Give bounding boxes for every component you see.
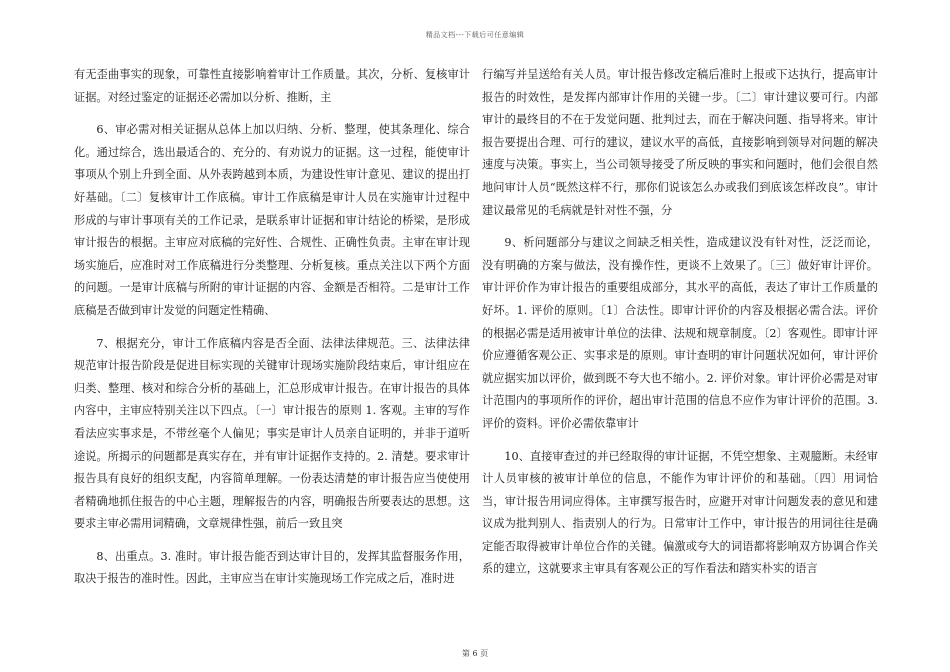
right-column bbox=[482, 64, 878, 591]
page-number: 第 6 页 bbox=[461, 649, 489, 658]
left-column bbox=[74, 64, 470, 601]
paragraph: 7、根据充分，审计工作底稿内容是否全面、法律法律规范。三、法律法律规范审计报告阶段是促进目标实现的关键审计现场实施阶段结束后，审计组应在归类、整理、核对和综合分析的基础上，汇总形成审计报告。在审计报告的具体内容中，主审应特别关注以下四点。〔一〕审计报告的原则 1. 客观。主审的写作看法应实事求是，不带丝毫个人偏见；事实是审计人员亲自证明的，并非于道听途说。所揭示的问题都是真实存在，并有审计证据作支持的。2. 清楚。要求审计报告具有良好的组织支配，内容简单理解。一份表达清楚的审计报告应当使使用者精确地抓住报告的中心主题，理解报告的内容，明确报告所要表达的思想。这要求主审必需用词精确，文章规律性强，前后一致且突 bbox=[74, 336, 470, 531]
paragraph: 8、出重点。3. 准时。审计报告能否到达审计目的，发挥其监督服务作用，取决于报告的准时性。因此，主审应当在审计实施现场工作完成之后，准时进 bbox=[74, 549, 470, 586]
paragraph: 6、审必需对相关证据从总体上加以归纳、分析、整理，使其条理化、综合化。通过综合，选出最适合的、充分的、有劝说力的证据。这一过程，能使审计事项从个别上升到全面、从外表跨越到本质，为建设性审计意见、建议的提出打好基础。〔二〕复核审计工作底稿。审计工作底稿是审计人员在实施审计过程中形成的与审计事项有关的工作记录，是联系审计证据和审计结论的桥梁，是形成审计报告的根据。主审应对底稿的完好性、合规性、正确性负责。主审在审计现场实施后，应准时对工作底稿进行分类整理、分析复核。重点关注以下两个方面的问题。一是审计底稿与所附的审计证据的内容、金额是否相符。二是审计工作底稿是否做到审计发觉的问题定性精确、 bbox=[74, 123, 470, 317]
paragraph: 行编写并呈送给有关人员。审计报告修改定稿后准时上报或下达执行，提高审计报告的时效性，是发挥内部审计作用的关键一步。〔二〕审计建议要可行。内部审计的最终目的不在于发觉问题、批判过去，而在于解决问题、指导将来。审计报告要提出合理、可行的建议，建议水平的高低，直接影响到领导对问题的解决速度与决策。事实上，当公司领导接受了所反映的事实和问题时，他们会很自然地问审计人员“既然这样不行，那你们说该怎么办或我们到底该怎样改良”。审计建议最常见的毛病就是针对性不强，分 bbox=[482, 68, 878, 217]
page-header: 精品文档---下载后可任意编辑 bbox=[425, 31, 525, 39]
paragraph: 10、直接审查过的并已经取得的审计证据，不凭空想象、主观臆断。未经审计人员审核的被审计单位的信息，不能作为审计评价的和基础。〔四〕用词恰当，审计报告用词应得体。主审撰写报告时，应避开对审计问题发表的意见和建议成为批判别人、指责别人的行为。日常审计工作中，审计报告的用词往往是确定能否取得被审计单位合作的关键。偏激或夸大的词语都将影响双方协调合作关系的建立，这就要求主审具有客观公正的写作看法和踏实朴实的语言 bbox=[482, 449, 878, 576]
paragraph: 有无歪曲事实的现象，可靠性直接影响着审计工作质量。其次，分析、复核审计证据。对经过鉴定的证据还必需加以分析、推断，主 bbox=[74, 68, 470, 104]
paragraph: 9、析问题部分与建议之间缺乏相关性，造成建议没有针对性，泛泛而论，没有明确的方案与做法，没有操作性，更谈不上效果了。〔三〕做好审计评价。审计评价作为审计报告的重要组成部分，其水平的高低，表达了审计工作质量的好坏。1. 评价的原则。〔1〕合法性。即审计评价的内容及根据必需合法。评价的根据必需是适用被审计单位的法律、法规和规章制度。〔2〕客观性。即审计评价应遵循客观公正、实事求是的原则。审计查明的审计问题状况如何，审计评价就应据实加以评价，做到既不夸大也不缩小。2. 评价对象。审计评价必需是对审计范围内的事项所作的评价，超出审计范围的信息不应作为审计评价的范围。3. 评价的资料。评价必需依靠审计 bbox=[482, 236, 878, 430]
